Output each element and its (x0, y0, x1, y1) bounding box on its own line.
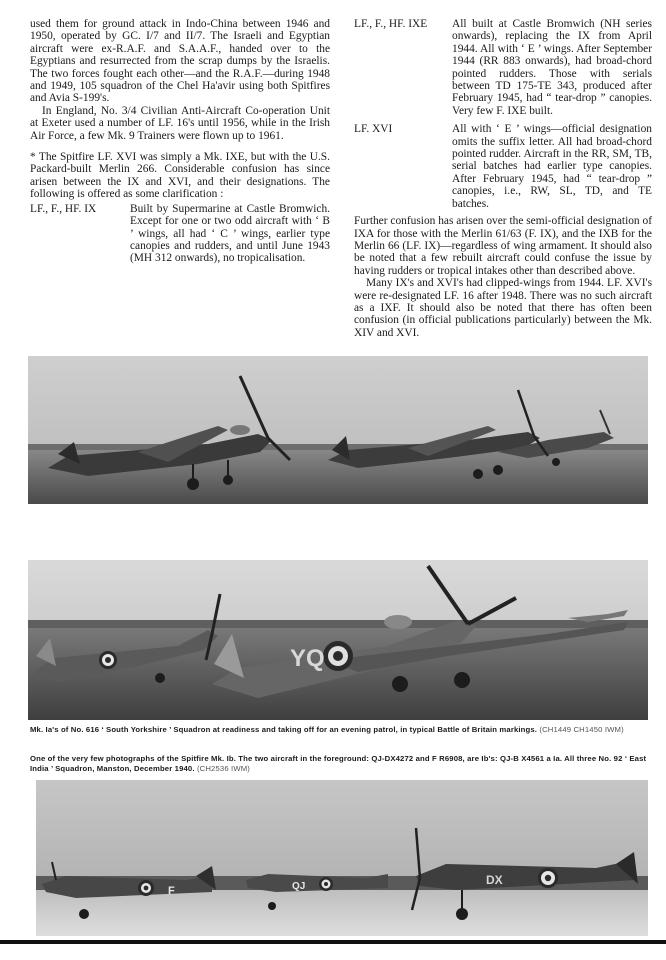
caption-photo-92-squadron (30, 754, 650, 773)
page-bottom-rule (0, 940, 666, 944)
definition-text: Built by Supermarine at Castle Bromwich. Except for one or two odd aircraft with ‘ B ’ wings, all had ‘ C ’ wings, earlier type canopies and rudders, and until June 1943 (MH 312 onwards), no tropicalisation. (130, 202, 330, 265)
definition-term: LF. XVI (354, 123, 393, 136)
caption-reference: (CH2536 IWM) (196, 763, 250, 773)
definition-lf-xvi (354, 123, 652, 210)
caption-reference: (CH1449 CH1450 IWM) (539, 725, 624, 734)
paragraph-clipped-wings: Many IX's and XVI's had clipped-wings from 1944. LF. XVI's were re-designated LF. 16 after 1948. There was no such aircraft as a IXF. It should also be noted that there has often been confusion (in official publications particularly) between the Mk. XIV and XVI. (354, 277, 652, 339)
caption-text: Mk. Ia's of No. 616 ‘ South Yorkshire ’ Squadron at readiness and taking off for an evening patrol, in typical Battle of Britain markings. (30, 725, 538, 734)
aircraft-code-letter-f: F (168, 885, 175, 897)
caption-photo-616-squadron (30, 725, 650, 735)
definition-lf-ixe (354, 18, 652, 117)
right-text-column (354, 18, 652, 339)
footnote-lf-xvi: * The Spitfire LF. XVI was simply a Mk. IXE, but with the U.S. Packard-built Merlin 266. Considerable confusion has since arisen between the IX and XVI, and their designations. The following is offered as some clarification : (30, 151, 330, 201)
definition-term: LF., F., HF. IXE (354, 18, 428, 30)
photo-616-squadron-takeoff (28, 560, 648, 720)
paragraph-confusion: Further confusion has arisen over the semi-official designation of IXA for those with the Merlin 61/63 (F. IX), and the IXB for the Merlin 66 (LF. IX)—regardless of wing armament. It should also be noted that a few rebuilt aircraft could confuse the issue by having rudders or tropical intakes other than described above. (354, 215, 652, 277)
paragraph-england: In England, No. 3/4 Civilian Anti-Aircraft Co-operation Unit at Exeter used a number of LF. 16's until 1956, while in the Irish Air Force, a few Mk. 9 Trainers were flown up to 1961. (30, 104, 330, 142)
aircraft-code-letters: YQ (290, 645, 325, 672)
left-text-column (30, 18, 330, 265)
photo-616-squadron-readiness (28, 356, 648, 504)
paragraph-indochina: used them for ground attack in Indo-China between 1946 and 1950, operated by GC. I/7 and II/7. The Israeli and Egyptian aircraft were ex-R.A.F. and S.A.A.F., handed over to the Egyptians and resurrected from the scrap dumps by the Israelis. The two forces fought each other—and the R.A.F.—during 1948 and 1949, 105 squadron of the Chel Ha'avir using both Spitfires and Avia S-199's. (30, 18, 330, 105)
photo-92-squadron-manston (36, 780, 648, 936)
caption-text: One of the very few photographs of the Spitfire Mk. Ib. The two aircraft in the foreground: QJ-DX4272 and F R6908, are Ib's: QJ-B X4561 a Ia. All three No. 92 ‘ East India ’ Squadron, Manston, December 1940. (30, 754, 647, 773)
definition-text: All built at Castle Bromwich (NH series onwards), replacing the IX from April 1944. All with ‘ E ’ wings. After September 1944 (RR 883 onwards), had broad-chord pointed rudders. Those with serials between TD 175-TE 343, produced after February 1945, had “ tear-drop ” canopies. Very few F. IXE built. (452, 18, 652, 117)
aircraft-code-letters-dx: DX (486, 873, 503, 887)
aircraft-code-letters-qj: QJ (292, 881, 306, 892)
definition-term: LF., F., HF. IX (30, 202, 97, 215)
definition-text: All with ‘ E ’ wings—official designation omits the suffix letter. All had broad-chord pointed rudder. Aircraft in the RR, SM, TB, serial batches had earlier type canopies. After February 1945, had “ tear-drop ” canopies, i.e., RW, SL, TD, and TE batches. (452, 123, 652, 210)
definition-lf-ix (30, 203, 330, 265)
